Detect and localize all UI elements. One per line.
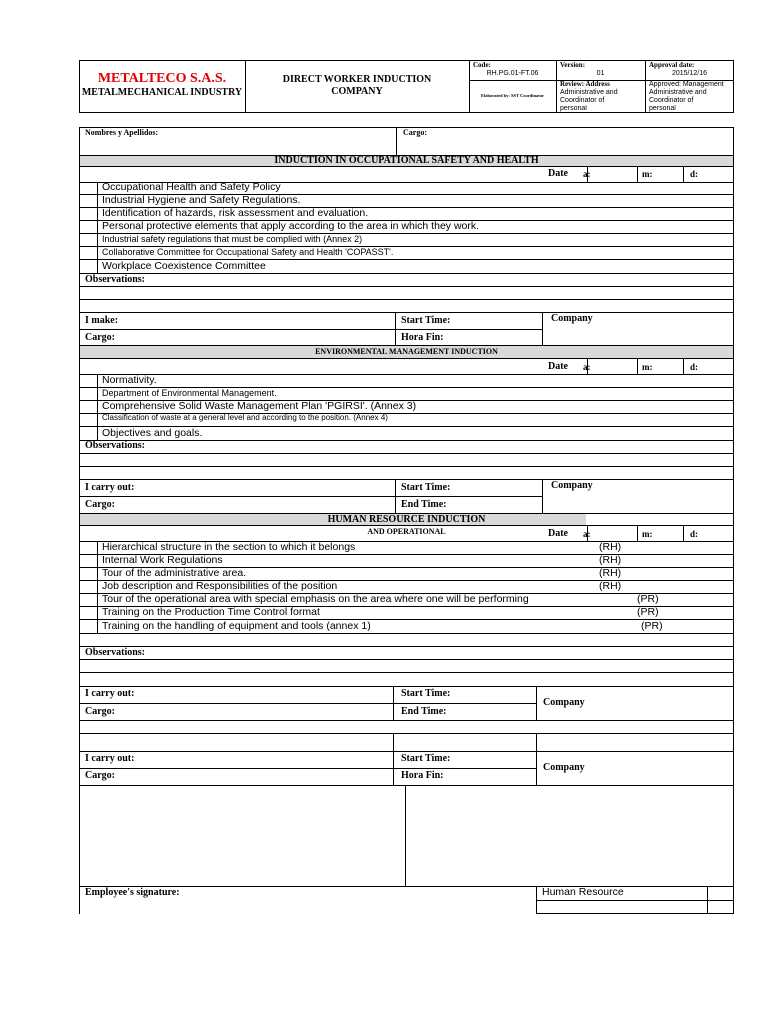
ohs-item-2: Industrial Hygiene and Safety Regulations. [102,194,301,206]
block-b-company-label: Company [543,762,585,773]
ohs-date-day-label: d: [690,169,699,179]
hr-check-2[interactable] [80,555,96,567]
env-date-year-label: a: [583,362,591,372]
version-label: Version: [560,61,586,69]
env-item-3: Comprehensive Solid Waste Management Plan 'PGIRSI'. (Annex 3) [102,400,417,412]
hr-item-1: Hierarchical structure in the section to which it belongs [102,541,356,553]
approved-line-3: Coordinator of [649,97,694,104]
hr-observations-field[interactable] [80,660,733,686]
block-b-end-label: Hora Fin: [401,770,444,781]
hr-item-7: Training on the handling of equipment and tools (annex 1) [102,620,371,632]
env-date-day-field[interactable] [702,359,733,373]
employee-cargo-label: Cargo: [403,128,427,137]
ohs-check-7[interactable] [80,260,96,273]
block-b-cargo-label: Cargo: [85,770,115,781]
code-value: RH.PG.01-FT.06 [486,70,539,77]
hr-item-5: Tour of the operational area with special emphasis on the area where one will be performing [102,593,529,605]
env-check-5[interactable] [80,427,96,440]
env-item-4: Classification of waste at a general level and according to the position. (Annex 4) [102,413,388,422]
hr-check-4[interactable] [80,581,96,593]
env-date-label: Date [548,361,568,372]
env-title: ENVIRONMENTAL MANAGEMENT INDUCTION [315,347,498,356]
approved-line-4: personal [649,105,676,112]
hr-item-6: Training on the Production Time Control format [102,606,320,618]
ohs-item-6: Collaborative Committee for Occupational Safety and Health 'COPASST'. [102,247,394,257]
hr-item-2-code: (RH) [599,554,622,566]
env-end-label: End Time: [401,499,447,510]
env-check-3[interactable] [80,401,96,413]
ohs-item-1: Occupational Health and Safety Policy [102,181,281,193]
env-made-label: I carry out: [85,482,135,493]
hr-item-2: Internal Work Regulations [102,554,223,566]
ohs-check-2[interactable] [80,195,96,207]
doc-title-line-1: DIRECT WORKER INDUCTION [282,74,432,85]
hr-signature-area[interactable] [406,786,733,885]
employee-name-label: Nombres y Apellidos: [85,128,159,137]
block-a-start-label: Start Time: [401,688,451,699]
hr-check-7[interactable] [80,620,96,633]
hr-title-line-1: HUMAN RESOURCE INDUCTION [327,514,486,525]
employee-cargo-field[interactable] [397,137,733,154]
env-check-2[interactable] [80,388,96,400]
block-a-company-label: Company [543,697,585,708]
ohs-observations-label: Observations: [85,274,145,285]
env-date-day-label: d: [690,362,699,372]
ohs-made-label: I make: [85,315,119,326]
ohs-check-6[interactable] [80,247,96,259]
ohs-check-5[interactable] [80,234,96,246]
ohs-check-3[interactable] [80,208,96,220]
hr-title-line-2: AND OPERATIONAL [367,527,446,536]
hr-item-5-code: (PR) [637,593,659,605]
hr-item-6-code: (PR) [637,606,659,618]
hr-check-6[interactable] [80,607,96,619]
hr-date-label: Date [548,528,568,539]
block-b-start-label: Start Time: [401,753,451,764]
hr-date-year-label: a: [583,529,591,539]
hr-check-3[interactable] [80,568,96,580]
block-b-made-label: I carry out: [85,753,135,764]
employee-signature-area[interactable] [80,786,404,885]
hr-item-3-code: (RH) [599,567,622,579]
env-company-label: Company [551,480,593,491]
version-value: 01 [596,70,605,77]
hr-item-7-code: (PR) [641,620,663,632]
doc-title-line-2: COMPANY [331,86,383,97]
review-line-1: Administrative and [560,89,618,96]
hr-check-5[interactable] [80,594,96,606]
elaborated-by: Elaborated by: SST Coordinator [480,93,545,98]
ohs-date-label: Date [548,168,568,179]
ohs-start-label: Start Time: [401,315,451,326]
ohs-cargo-label: Cargo: [85,332,115,343]
ohs-check-1[interactable] [80,183,96,194]
env-item-2: Department of Environmental Management. [102,388,277,398]
review-line-3: personal [560,105,587,112]
hr-observations-label: Observations: [85,647,145,658]
env-item-1: Normativity. [102,374,157,386]
ohs-date-month-field[interactable] [656,167,682,181]
ohs-date-year-field[interactable] [596,167,636,181]
hr-item-4: Job description and Responsibilities of the position [102,580,338,592]
env-date-month-label: m: [642,362,653,372]
approval-date-label: Approval date: [649,61,695,69]
env-check-4[interactable] [80,414,96,426]
hr-item-3: Tour of the administrative area. [102,567,247,579]
hr-date-month-label: m: [642,529,653,539]
ohs-check-4[interactable] [80,221,96,233]
block-a-cargo-label: Cargo: [85,706,115,717]
ohs-item-3: Identification of hazards, risk assessment and evaluation. [102,207,369,219]
ohs-company-label: Company [551,313,593,324]
approval-date-value: 2015/12/16 [671,70,708,77]
env-date-year-field[interactable] [596,359,636,373]
hr-check-1[interactable] [80,542,96,554]
employee-signature-label: Employee's signature: [85,887,180,898]
block-a-end-label: End Time: [401,706,447,717]
ohs-date-month-label: m: [642,169,653,179]
review-line-2: Coordinator of [560,97,605,104]
hr-signature-label: Human Resource [542,886,624,898]
ohs-date-year-label: a: [583,169,591,179]
env-observations-label: Observations: [85,440,145,451]
env-cargo-label: Cargo: [85,499,115,510]
ohs-item-5: Industrial safety regulations that must be complied with (Annex 2) [102,234,363,244]
ohs-item-4: Personal protective elements that apply according to the area in which they work. [102,220,480,232]
hr-item-1-code: (RH) [599,541,622,553]
env-date-month-field[interactable] [656,359,682,373]
env-check-1[interactable] [80,375,96,387]
employee-name-field[interactable] [80,137,396,154]
ohs-item-7: Workplace Coexistence Committee [102,260,266,272]
ohs-date-day-field[interactable] [702,167,733,181]
env-item-5: Objectives and goals. [102,427,203,439]
approved-line-2: Administrative and [649,89,707,96]
hr-item-4-code: (RH) [599,580,622,592]
review-label: Review: Address [560,80,610,88]
hr-date-day-field[interactable] [702,526,733,540]
block-a-made-label: I carry out: [85,688,135,699]
hr-date-year-field[interactable] [596,526,636,540]
ohs-title: INDUCTION IN OCCUPATIONAL SAFETY AND HEALTH [274,155,539,166]
ohs-end-label: Hora Fin: [401,332,444,343]
approved-line-1: Approved: Management [649,81,724,88]
company-name: METALTECO S.A.S. [97,71,227,86]
code-label: Code: [473,61,491,69]
env-start-label: Start Time: [401,482,451,493]
company-subtitle: METALMECHANICAL INDUSTRY [81,87,243,98]
hr-date-month-field[interactable] [656,526,682,540]
hr-date-day-label: d: [690,529,699,539]
